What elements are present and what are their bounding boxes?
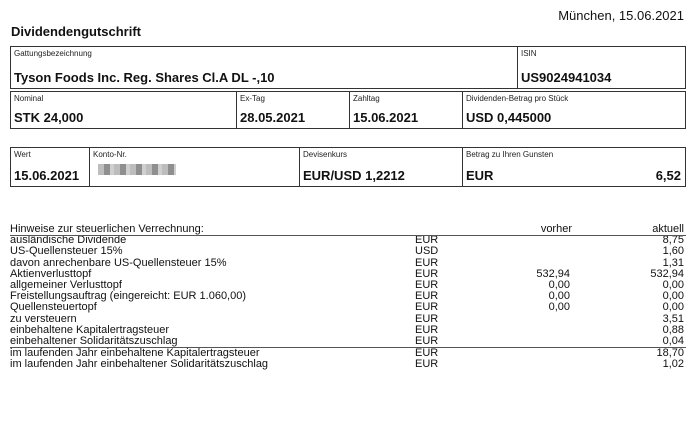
tax-row-label: ausländische Dividende [10, 234, 127, 247]
tax-row-currency: EUR [415, 290, 439, 303]
tax-row-current: 0,04 [662, 334, 684, 347]
security-name-label: Gattungsbezeichnung [14, 49, 92, 58]
tax-row-currency: EUR [415, 267, 439, 280]
nominal-label: Nominal [14, 94, 44, 103]
tax-row-label: Quellensteuertopf [10, 301, 97, 314]
details-box [10, 91, 686, 129]
konto-cell [89, 148, 299, 186]
payment-box [10, 147, 686, 187]
year-tax-row-currency: EUR [415, 358, 439, 371]
kurs-value: EUR/USD 1,2212 [303, 168, 405, 183]
tax-row-currency: EUR [415, 278, 439, 291]
year-tax-row-label: im laufenden Jahr einbehaltene Kapitalertragsteuer [10, 347, 260, 360]
tax-row-current: 8,75 [662, 234, 684, 247]
kurs-label: Devisenkurs [303, 150, 348, 159]
header-divider [10, 235, 686, 236]
security-box [10, 46, 686, 89]
tax-row-label: zu versteuern [10, 312, 77, 325]
konto-label: Konto-Nr. [93, 150, 127, 159]
tax-row-current: 0,00 [662, 290, 684, 303]
tax-row-label: Freistellungsauftrag (eingereicht: EUR 1.060,00) [10, 290, 247, 303]
tax-rows [10, 235, 686, 347]
isin-value: US9024941034 [521, 70, 612, 85]
gunsten-label: Betrag zu Ihren Gunsten [466, 150, 554, 159]
tax-row-before: 532,94 [536, 267, 570, 280]
wert-cell [11, 148, 89, 186]
tax-row [10, 302, 686, 313]
document-title: Dividendengutschrift [11, 24, 142, 39]
gunsten-cell [462, 148, 685, 186]
tax-row-currency: EUR [415, 234, 439, 247]
year-tax-row-current: 18,70 [656, 347, 684, 360]
tax-row-currency: EUR [415, 312, 439, 325]
place-date: München, 15.06.2021 [558, 8, 684, 23]
tax-row-current: 532,94 [650, 267, 684, 280]
tax-row-label: einbehaltener Solidaritätszuschlag [10, 334, 178, 347]
extag-label: Ex-Tag [240, 94, 265, 103]
tax-row-current: 1,31 [662, 256, 684, 269]
betrag-value: USD 0,445000 [466, 110, 552, 125]
zahltag-cell [349, 92, 462, 128]
tax-heading: Hinweise zur steuerlichen Verrechnung: [10, 223, 204, 235]
tax-row-currency: EUR [415, 323, 439, 336]
zahltag-label: Zahltag [353, 94, 380, 103]
tax-row-currency: USD [415, 245, 439, 258]
tax-row-before: 0,00 [548, 278, 570, 291]
tax-row [10, 314, 686, 325]
wert-value: 15.06.2021 [14, 168, 80, 183]
tax-row-before: 0,00 [548, 290, 570, 303]
kurs-cell [299, 148, 462, 186]
tax-row [10, 291, 686, 302]
extag-cell [236, 92, 349, 128]
betrag-label: Dividenden-Betrag pro Stück [466, 94, 569, 103]
year-tax-row-current: 1,02 [662, 358, 684, 371]
nominal-cell [11, 92, 236, 128]
col-current-header: aktuell [652, 223, 684, 235]
tax-row-label: Aktienverlusttopf [10, 267, 92, 280]
tax-row-current: 3,51 [662, 312, 684, 325]
isin-cell [517, 47, 685, 88]
gunsten-amount: 6,52 [655, 168, 681, 183]
tax-row-current: 0,88 [662, 323, 684, 336]
tax-row-current: 0,00 [662, 301, 684, 314]
tax-row-current: 0,00 [662, 278, 684, 291]
col-before-header: vorher [540, 223, 572, 235]
tax-row [10, 336, 686, 347]
tax-row-currency: EUR [415, 334, 439, 347]
tax-row-before: 0,00 [548, 301, 570, 314]
betrag-cell [462, 92, 685, 128]
tax-row-currency: EUR [415, 256, 439, 269]
tax-row-label: davon anrechenbare US-Quellensteuer 15% [10, 256, 227, 269]
redacted-account-number [98, 164, 176, 175]
year-tax-row-currency: EUR [415, 347, 439, 360]
security-name: Tyson Foods Inc. Reg. Shares Cl.A DL -,10 [14, 70, 275, 85]
security-name-cell [11, 47, 517, 88]
tax-row-label: einbehaltene Kapitalertragsteuer [10, 323, 170, 336]
tax-row-label: allgemeiner Verlusttopf [10, 278, 122, 291]
year-tax-row-label: im laufenden Jahr einbehaltener Solidaritätszuschlag [10, 358, 269, 371]
year-rows [10, 347, 686, 370]
tax-row-label: US-Quellensteuer 15% [10, 245, 123, 258]
extag-value: 28.05.2021 [240, 110, 306, 125]
nominal-value: STK 24,000 [14, 110, 84, 125]
tax-row-current: 1,60 [662, 245, 684, 258]
tax-row-currency: EUR [415, 301, 439, 314]
tax-row [10, 246, 686, 257]
tax-row [10, 258, 686, 269]
isin-label: ISIN [521, 49, 537, 58]
zahltag-value: 15.06.2021 [353, 110, 419, 125]
gunsten-currency: EUR [466, 168, 494, 183]
wert-label: Wert [14, 150, 31, 159]
year-tax-row [10, 359, 686, 370]
tax-table [10, 224, 686, 370]
